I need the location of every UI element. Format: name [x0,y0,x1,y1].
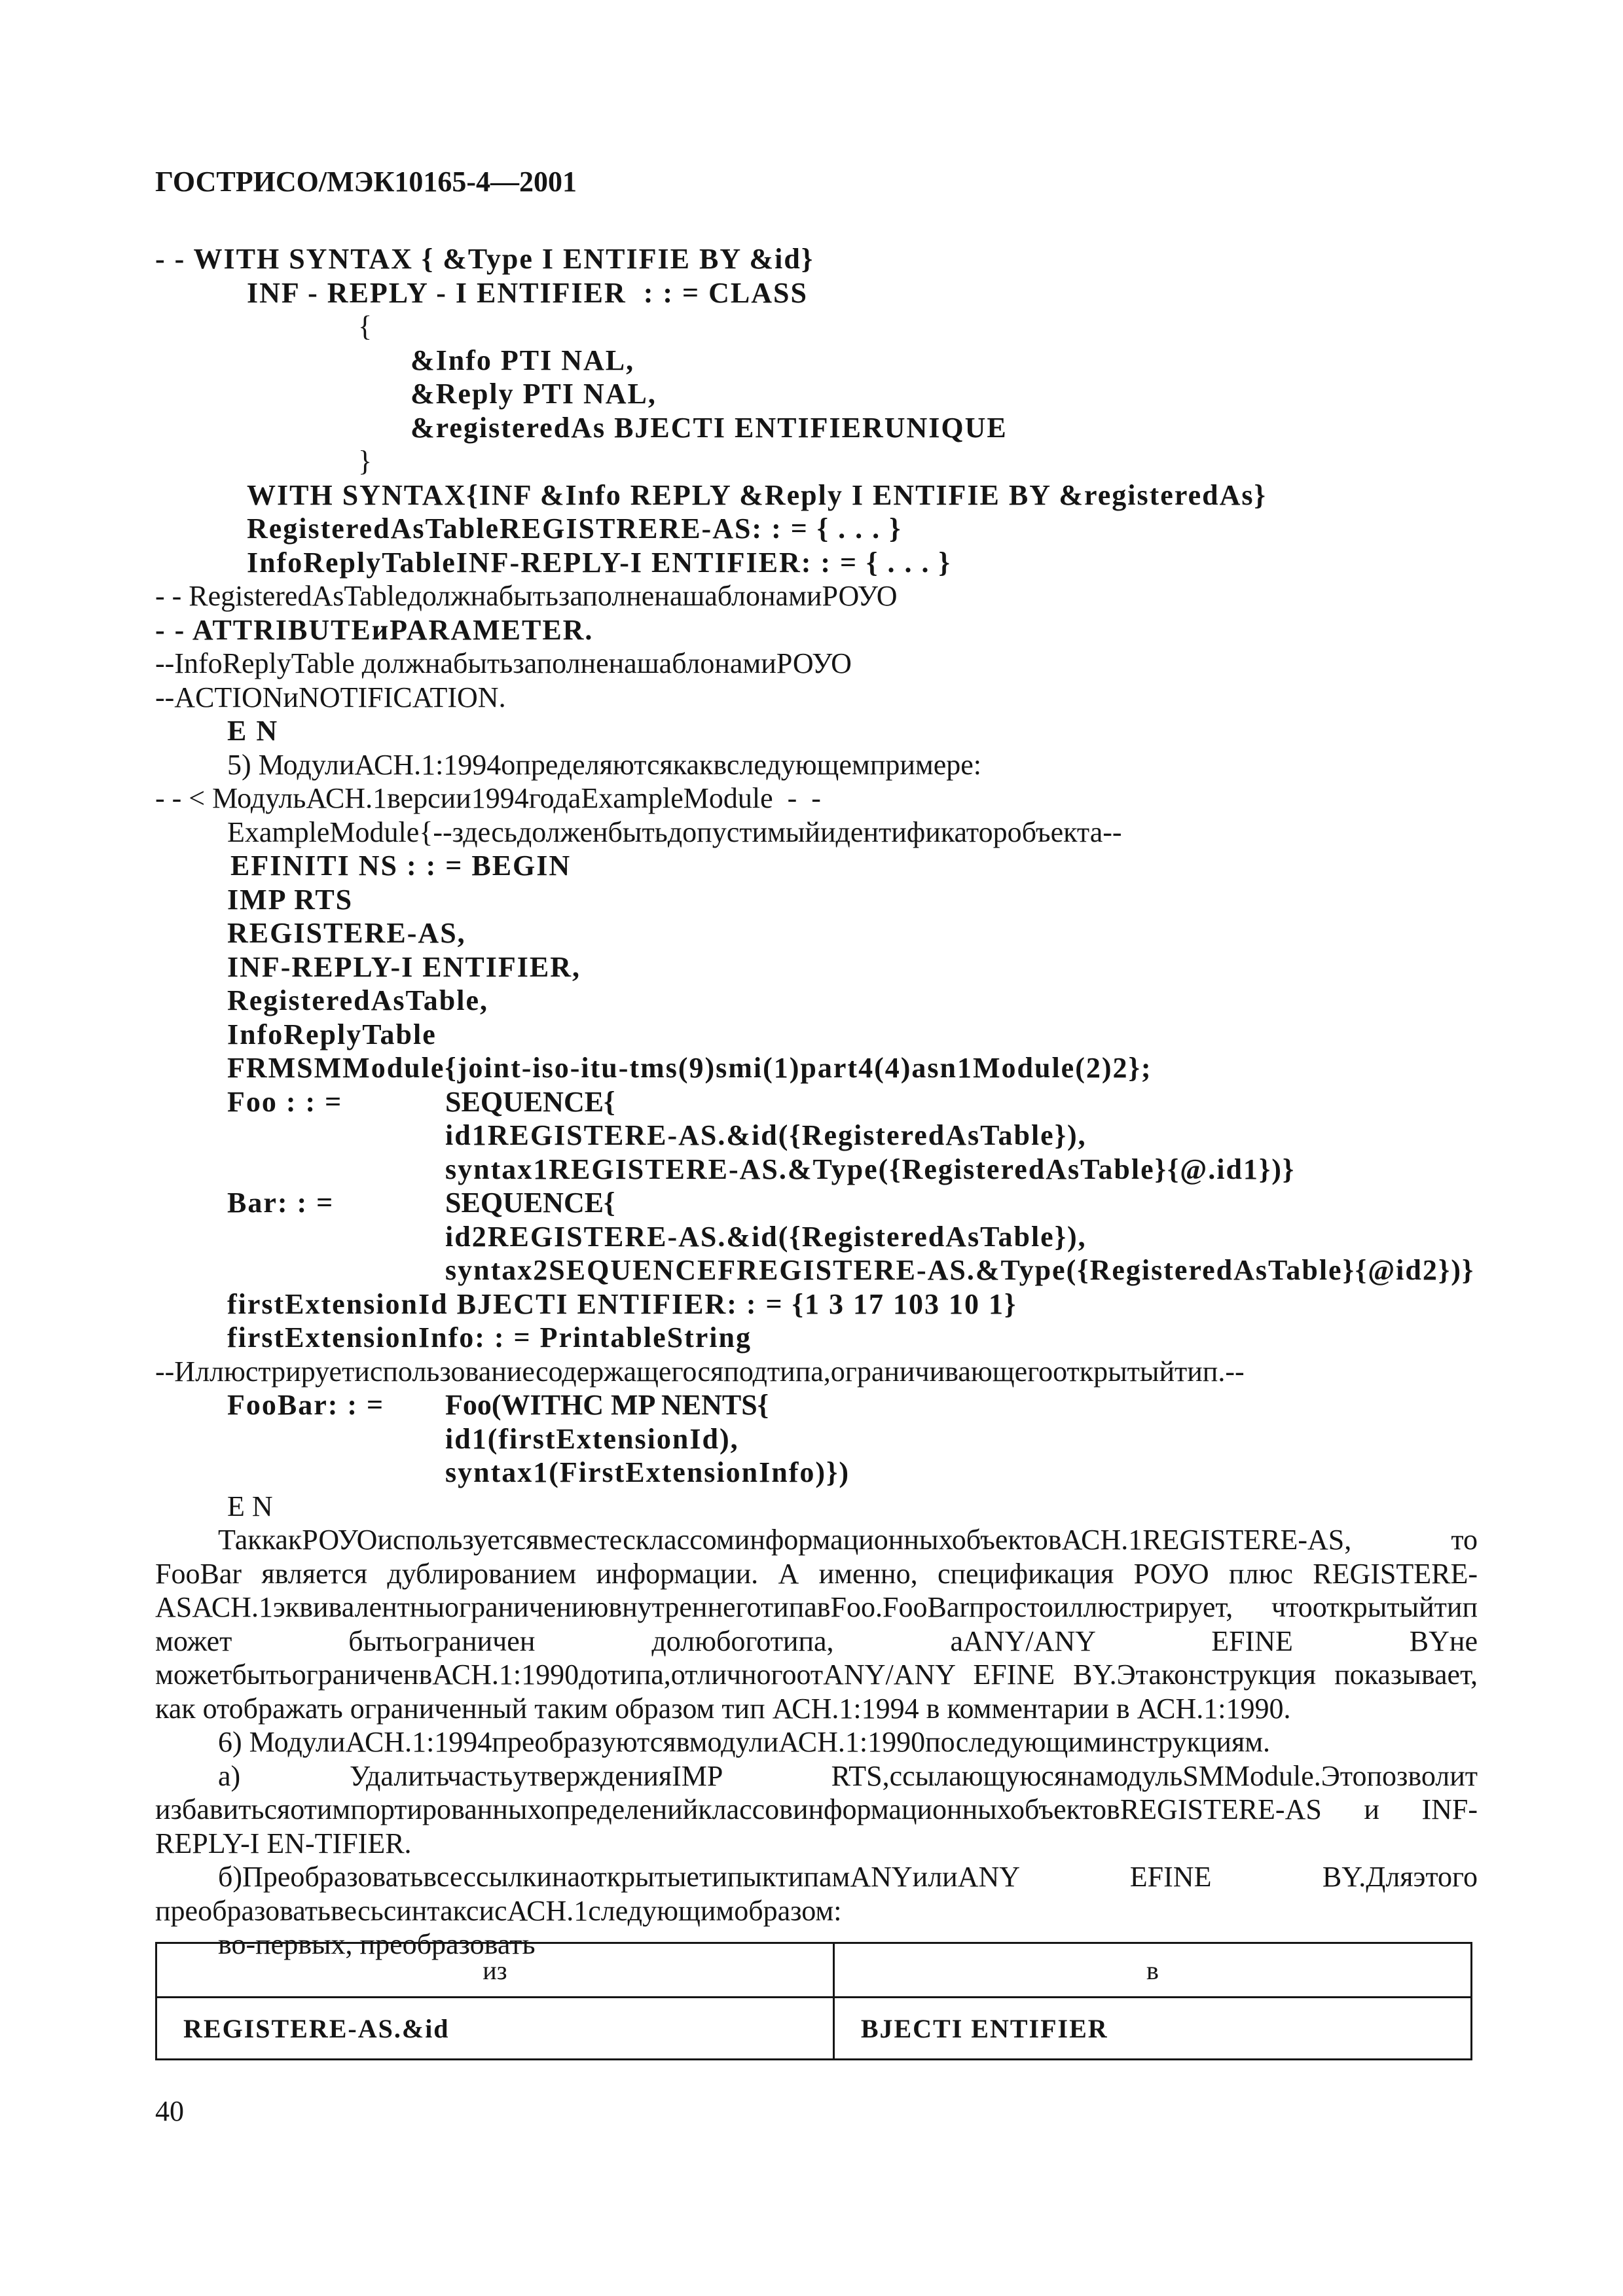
code-line-text: InfoReplyTable [227,1018,437,1050]
code-line-text: id2REGISTERE-AS.&id({RegisteredAsTable}), [445,1220,1087,1253]
code-line-text: &Reply PTI NAL, [410,378,657,410]
code-line [155,1018,1478,1052]
code-line-text: syntax1REGISTERE-AS.&Type({RegisteredAsTable}{@.id1})} [445,1153,1296,1185]
code-line-text: - - < МодульАСН.1версии1994годаExampleModule - - [155,782,821,814]
code-line-text: - - RegisteredAsTableдолжнабытьзаполненашаблонамиРОУО [155,580,898,612]
code-line-text: } [358,445,373,477]
body-text [155,1523,1478,1962]
code-line-text: --InfoReplyTable должнабытьзаполненашаблонамиРОУО [155,647,852,679]
table-header-to: в [833,1943,1471,1998]
code-line [155,984,1478,1018]
code-line-text: - - WITH SYNTAX { &Type I ENTIFIE BY &id} [155,243,814,275]
code-line-text: WITH SYNTAX{INF &Info REPLY &Reply I ENTIFIE BY &registeredAs} [247,478,1267,511]
code-line [155,613,1478,647]
code-line-text: IMP RTS [227,883,354,916]
code-line-text: FooBar: : = [227,1389,385,1421]
code-line [155,1220,1478,1254]
code-line [155,546,1478,580]
code-line [155,1388,1478,1422]
code-line-text: REGISTERE-AS, [227,917,466,949]
code-line [155,344,1478,378]
code-line [155,950,1478,984]
code-line [155,883,1478,917]
code-line [155,1456,1478,1490]
paragraph: ТаккакРОУОиспользуетсявместесклассоминформационныхобъектовАСН.1REGISTERE-AS, то FooBar является дублированием информации. А именно, спецификация РОУО плюс REGISTERE-ASАСН.1эквивалентныограничениювнутреннеготипавFoo.FooBarпростоиллюстрирует, чтооткрытыйтип может бытьограничен долюбоготипа, аANY/ANY EFINE BYне можетбытьограниченвАСН.1:1990дотипа,отличногоотANY/ANY EFINE BY.Этаконструкция показывает, как отображать ограниченный таким образом тип АСН.1:1994 в комментарии в АСН.1:1990. [155,1524,1478,1725]
code-line [155,714,1478,748]
page-number: 40 [155,2095,184,2127]
code-line [155,916,1478,950]
code-line-text: EFINITI NS : : = BEGIN [230,850,572,882]
table-header-row [156,1943,1472,1998]
code-line-text: RegisteredAsTableREGISTRERE-AS: : = { . . . } [247,512,902,545]
code-line-text: Bar: : = [227,1187,335,1219]
code-line-text: id1REGISTERE-AS.&id({RegisteredAsTable}), [445,1119,1087,1151]
table-cell-to: BJECTI ENTIFIER [833,1998,1471,2060]
code-line-text: FRMSMModule{joint-iso-itu-tms(9)smi(1)part4(4)asn1Module(2)2}; [227,1052,1152,1084]
code-line [155,781,1478,816]
code-line [155,377,1478,411]
code-line [155,478,1478,512]
code-line [155,816,1478,850]
code-line-text: E N [227,715,279,747]
code-line-text: INF - REPLY - I ENTIFIER : : = CLASS [247,276,808,309]
code-line-text: &registeredAs BJECTI ENTIFIERUNIQUE [410,411,1008,444]
code-line [155,1253,1478,1287]
code-line-text: firstExtensionId BJECTI ENTIFIER: : = {1 3 17 103 10 1} [227,1287,1017,1320]
code-line-text: --ACTIONиNOTIFICATION. [155,681,506,713]
code-line [155,579,1478,613]
table-row [156,1998,1472,2060]
code-line [155,647,1478,681]
code-line-definition: Foo(WITHC MP NENTS{ [445,1389,769,1421]
code-line-text: - - ATTRIBUTEиPARAMETER. [155,613,594,646]
conversion-table [155,1942,1472,2060]
code-line-text: Foo : : = [227,1085,343,1118]
code-line [155,1287,1478,1321]
code-line [155,242,1478,276]
code-line [155,512,1478,546]
document-header: ГОСТРИСО/МЭК10165-4—2001 [155,166,577,198]
code-line-text: InfoReplyTableINF-REPLY-I ENTIFIER: : = { . . . } [247,546,951,579]
code-line [155,1321,1478,1355]
code-line [155,1186,1478,1220]
code-line-text: 5) МодулиАСН.1:1994определяютсякаквследующемпримере: [227,748,982,781]
code-listing [155,242,1478,1523]
code-line-text: E N [227,1490,273,1522]
code-line-text: &Info PTI NAL, [410,344,635,376]
code-line [155,1490,1478,1524]
code-line [155,1355,1478,1389]
code-line [155,411,1478,445]
code-line-text: INF-REPLY-I ENTIFIER, [227,950,581,983]
code-line-text: syntax2SEQUENCEFREGISTERE-AS.&Type({RegisteredAsTable}{@id2})} [445,1254,1475,1286]
page-content [155,242,1478,1962]
code-line-definition: SEQUENCE{ [445,1085,615,1118]
table-header-from: из [156,1943,834,1998]
paragraph: во-первых, преобразовать [218,1928,536,1960]
code-line-text: id1(firstExtensionId), [445,1422,739,1455]
code-line-text: RegisteredAsTable, [227,984,488,1016]
code-line [155,310,1478,344]
paragraph: 6) МодулиАСН.1:1994преобразуютсявмодулиАСН.1:1990последующиминструкциям. [218,1726,1271,1758]
code-line-definition: SEQUENCE{ [445,1187,615,1219]
code-line [155,1051,1478,1085]
code-line [155,1153,1478,1187]
paragraph: а) УдалитьчастьутвержденияIMP RTS,ссылающуюсянамодульSMModule.Этопозволит избавитьсяотимпортированныхопределенийклассовинформационныхобъектовREGISTERE-AS и INF-REPLY-I EN-TIFIER. [155,1759,1478,1859]
table-cell-from: REGISTERE-AS.&id [156,1998,834,2060]
code-line-text: syntax1(FirstExtensionInfo)}) [445,1456,850,1488]
code-line-text: firstExtensionInfo: : = PrintableString [227,1321,752,1354]
code-line [155,1422,1478,1456]
code-line [155,748,1478,782]
paragraph: б)ПреобразоватьвсессылкинаоткрытыетипыктипамANYилиANY EFINE BY.Дляэтого преобразоватьвесьсинтаксисАСН.1следующимобразом: [155,1861,1478,1927]
code-line-text: --Иллюстрируетиспользованиесодержащегосяподтипа,ограничивающегооткрытыйтип.-- [155,1355,1245,1388]
code-line [155,1119,1478,1153]
code-line-text: { [358,310,373,342]
code-line-text: ExampleModule{--здесьдолженбытьдопустимыйидентификаторобъекта-- [227,816,1122,848]
code-line [155,681,1478,715]
code-line [155,1085,1478,1119]
code-line [155,276,1478,310]
code-line [155,849,1478,883]
code-line [155,444,1478,478]
